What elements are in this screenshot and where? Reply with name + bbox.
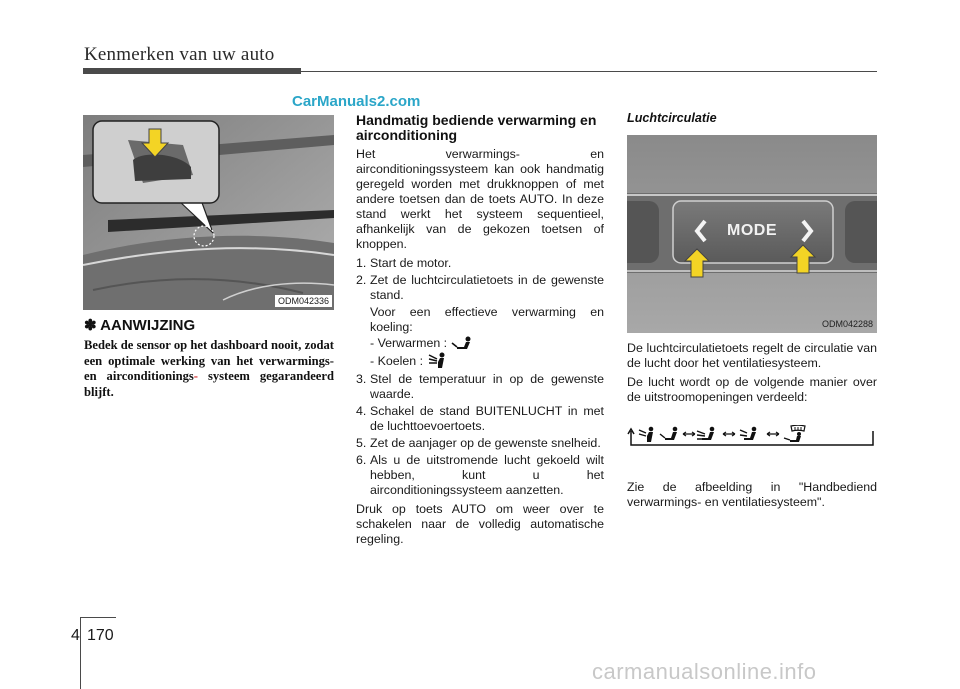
step2-note: Voor een effectieve verwarming en koeling: [370, 305, 604, 334]
watermark-top: CarManuals2.com [292, 93, 421, 110]
figure-code-right: ODM042288 [821, 319, 873, 329]
section-heading-circulation: Luchtcirculatie [627, 111, 717, 125]
section-heading-manual: Handmatig bediende verwarming en airconditioning [356, 112, 597, 143]
intro-paragraph: Het verwarmings- en airconditioningssysteem kan ook handmatig geregeld worden met drukknoppen of met andere toetsen dan de toets AUTO. In deze stand werkt het systeem sequentieel, afhankelijk van de gekozen toetsen of knoppen. [356, 147, 604, 251]
foot-mode-icon [697, 427, 714, 440]
notice-title: ✽ AANWIJZING [84, 317, 196, 334]
closing-paragraph: Druk op toets AUTO om weer over te schakelen naar de volledig automatische regeling. [356, 502, 604, 546]
heating-label: - Verwarmen : [370, 336, 448, 350]
step-item: 4. Schakel de stand BUITENLUCHT in met de luchttoevoertoets. [356, 404, 604, 433]
manual-section-body [356, 147, 604, 547]
circulation-para1: De luchtcirculatietoets regelt de circulatie van de lucht door het ventilatiesysteem. [627, 341, 877, 370]
header-rule [301, 71, 877, 72]
footer-horizontal-rule [80, 617, 116, 618]
mode-button-figure [627, 135, 877, 333]
circulation-body [627, 341, 877, 405]
foot-defrost-mode-icon [740, 427, 756, 440]
face-foot-mode-icon [660, 427, 677, 440]
mode-sequence-icons [627, 425, 877, 451]
mode-sequence-diagram [627, 425, 877, 451]
step-item: 6. Als u de uitstromende lucht gekoeld wilt hebben, kunt u het airconditioningssysteem aanzetten. [356, 453, 604, 497]
page-header-title: Kenmerken van uw auto [84, 44, 275, 65]
footer-vertical-rule [80, 617, 81, 689]
step-item: 5. Zet de aanjager op de gewenste snelheid. [356, 436, 601, 450]
face-mode-icon [639, 427, 653, 442]
defrost-foot-mode-icon [784, 425, 805, 442]
notice-text-b: systeem gegarandeerd blijft. [84, 369, 334, 399]
chapter-number: 4 [71, 627, 80, 644]
figure-code-left: ODM042336 [275, 295, 332, 307]
header-bar [83, 68, 301, 74]
step-item: 2. Zet de luchtcirculatietoets in de gewenste stand. [356, 273, 604, 302]
watermark-bottom: carmanualsonline.info [592, 659, 817, 684]
step-item: 1. Start de motor. [356, 256, 452, 270]
face-mode-icon [427, 352, 449, 370]
dashboard-sensor-illustration [83, 115, 334, 310]
see-reference-paragraph: Zie de afbeelding in "Handbediend verwarmings- en ventilatiesysteem". [627, 480, 877, 509]
cooling-line [356, 352, 604, 370]
notice-body [84, 338, 334, 400]
cooling-label: - Koelen : [370, 353, 424, 368]
page-number: 170 [87, 627, 114, 644]
face-foot-mode-icon [451, 336, 473, 352]
notice-text-a: Bedek de sensor op het dashboard nooit, zodat een optimale werking van het verwarmings- en airconditionings [84, 338, 334, 384]
step-item: 3. Stel de temperatuur in op de gewenste waarde. [356, 372, 604, 401]
notice-hyphen: - [193, 369, 198, 384]
circulation-para2: De lucht wordt op de volgende manier over de uitstroomopeningen verdeeld: [627, 375, 877, 404]
mode-button-label: MODE [727, 222, 777, 239]
heating-line [356, 335, 604, 352]
sensor-figure [83, 115, 334, 310]
